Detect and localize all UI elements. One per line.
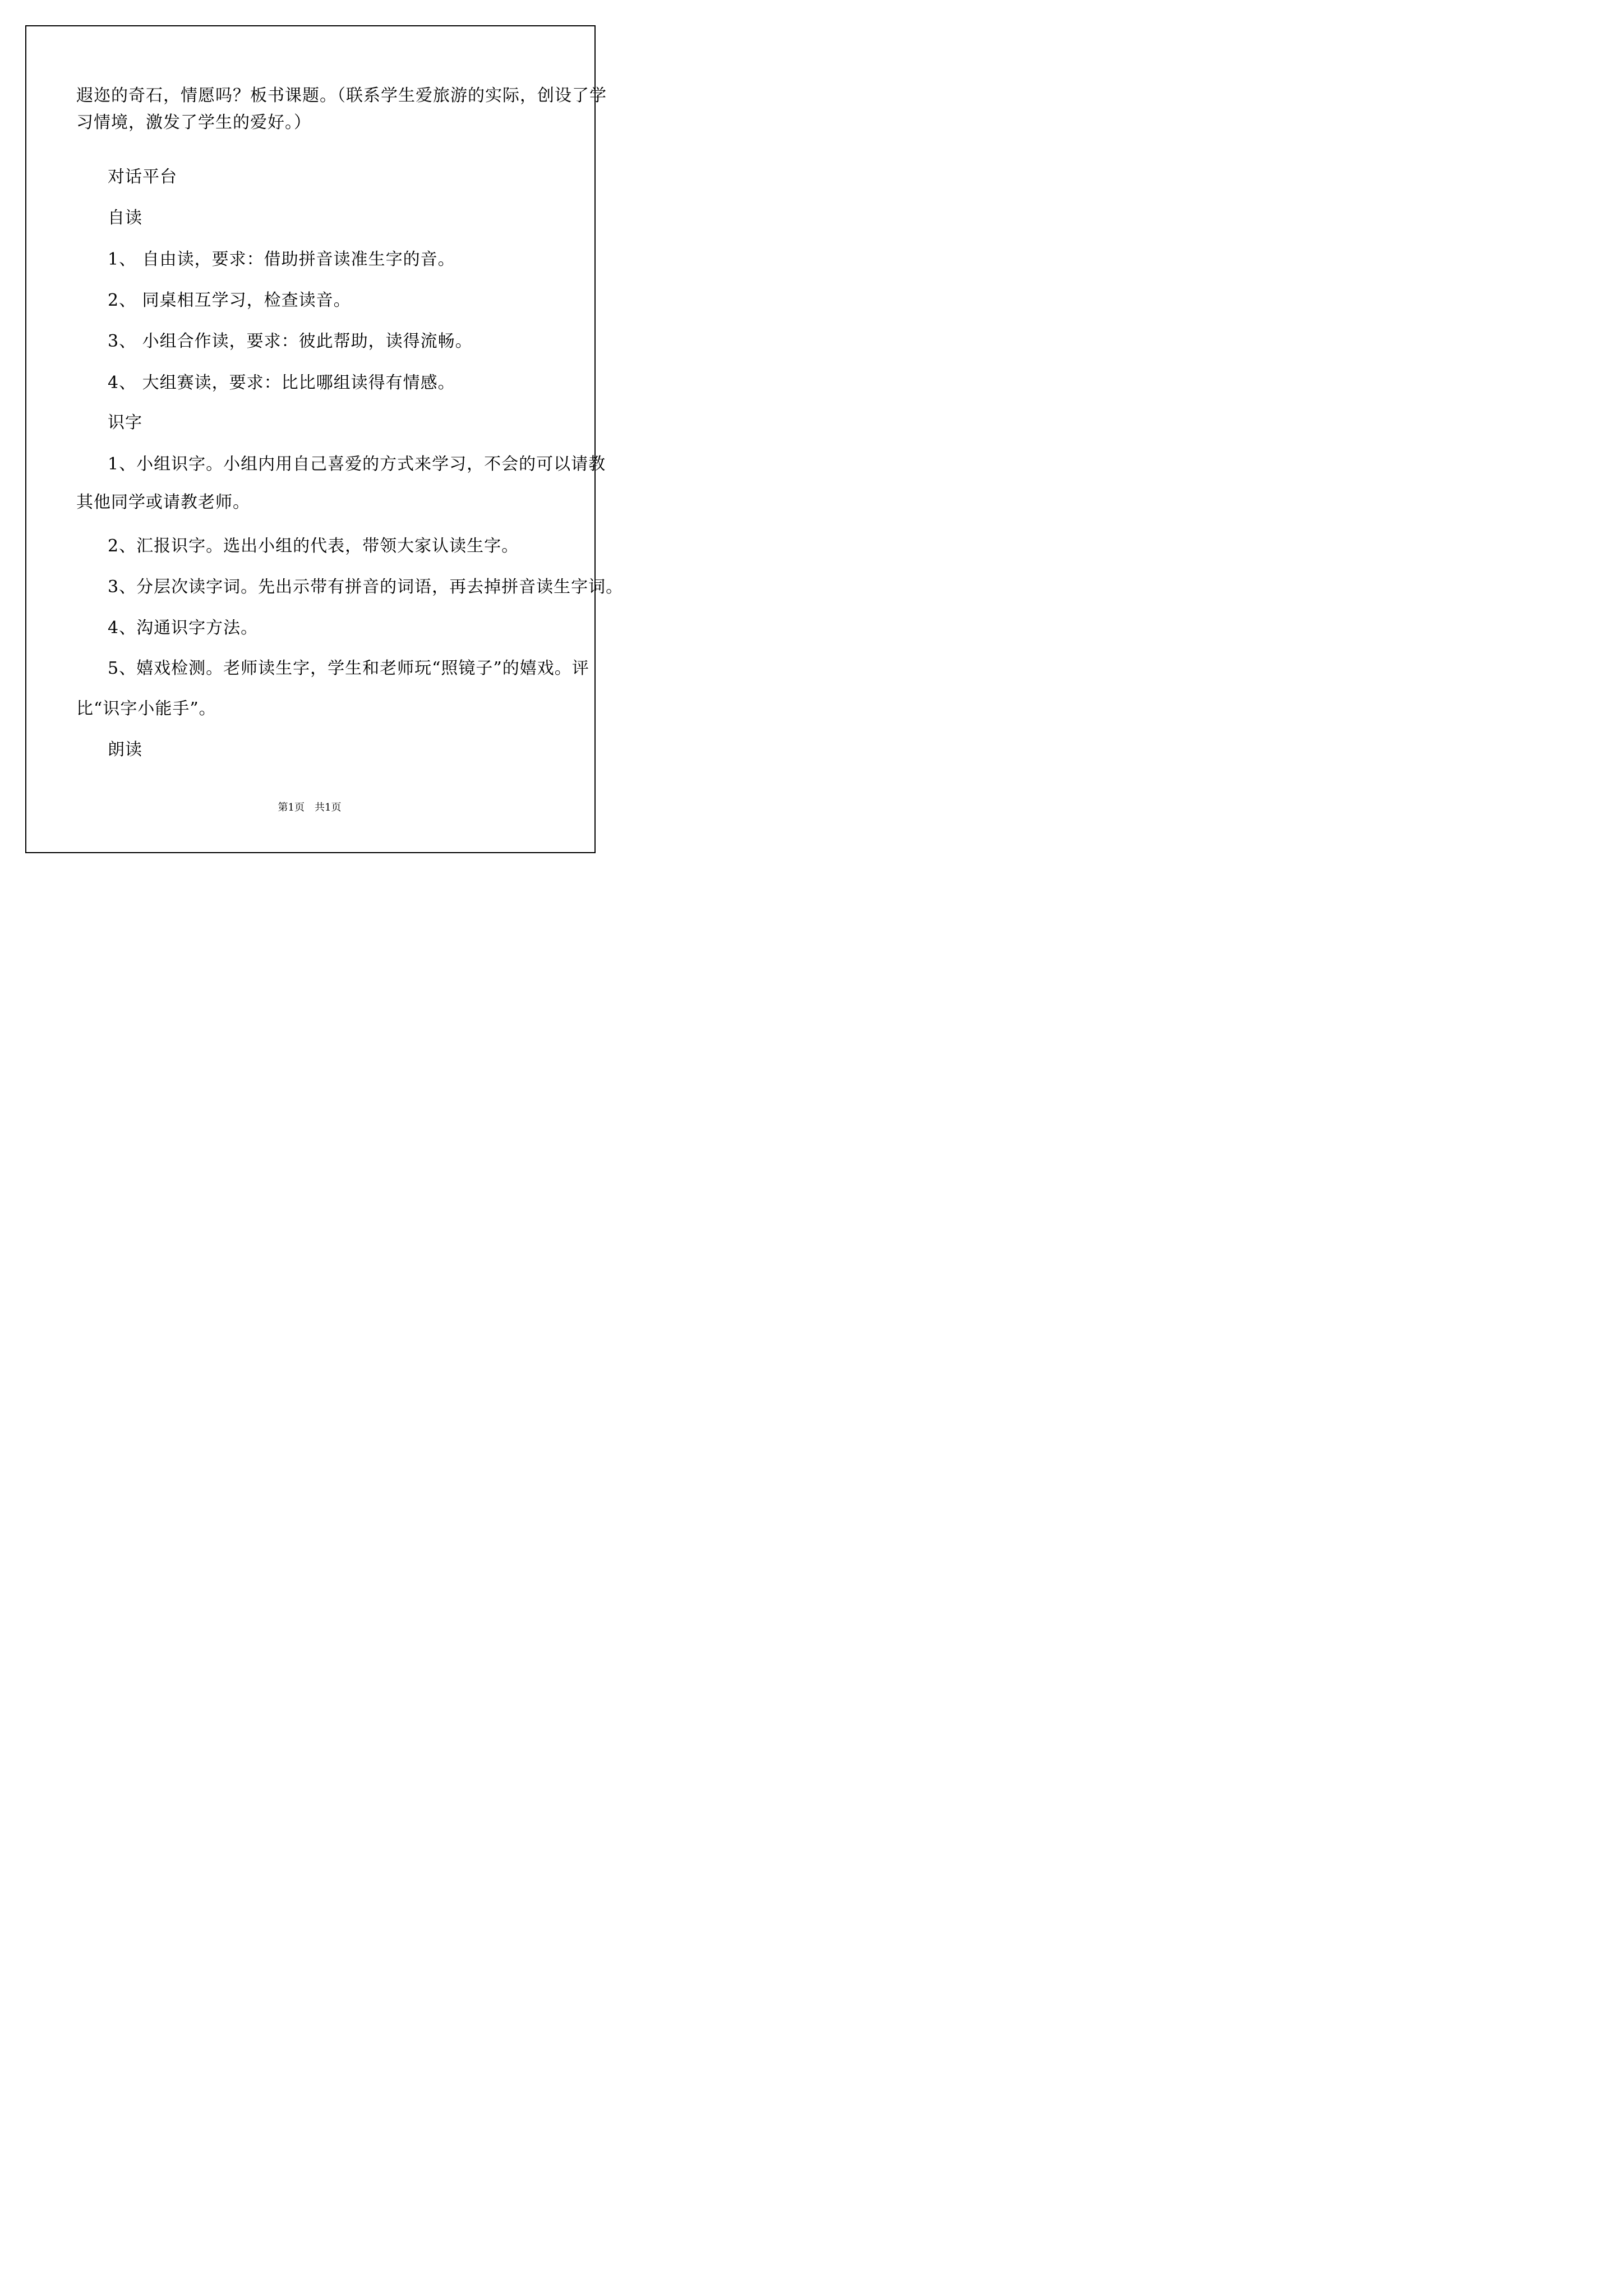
list-item-self-reading-2: 2、 同桌相互学习，检查读音。 bbox=[108, 291, 351, 310]
list-item-literacy-1-line-1: 1、小组识字。小组内用自己喜爱的方式来学习，不会的可以请教 bbox=[108, 454, 606, 474]
list-item-literacy-5-line-1: 5、嬉戏检测。老师读生字，学生和老师玩“照镜子”的嬉戏。评 bbox=[108, 659, 589, 678]
list-item-self-reading-4: 4、 大组赛读，要求：比比哪组读得有情感。 bbox=[108, 373, 455, 393]
list-item-literacy-2: 2、汇报识字。选出小组的代表，带领大家认读生字。 bbox=[108, 536, 519, 556]
heading-literacy: 识字 bbox=[108, 413, 142, 432]
list-item-self-reading-1: 1、 自由读，要求：借助拼音读准生字的音。 bbox=[108, 250, 455, 269]
heading-reading-aloud: 朗读 bbox=[108, 740, 142, 760]
list-item-literacy-1-line-2: 其他同学或请教老师。 bbox=[76, 493, 250, 512]
list-item-self-reading-3: 3、 小组合作读，要求：彼此帮助，读得流畅。 bbox=[108, 332, 473, 351]
list-item-literacy-4: 4、沟通识字方法。 bbox=[108, 618, 259, 638]
page-number-footer: 第1页 共1页 bbox=[278, 802, 342, 813]
paragraph-1-line-1: 遐迩的奇石，情愿吗？板书课题。（联系学生爱旅游的实际，创设了学 bbox=[76, 86, 607, 105]
heading-self-reading: 自读 bbox=[108, 208, 142, 228]
paragraph-1-line-2: 习情境，激发了学生的爱好。） bbox=[76, 113, 311, 132]
page-border bbox=[25, 25, 596, 853]
list-item-literacy-5-line-2: 比“识字小能手”。 bbox=[76, 699, 216, 719]
list-item-literacy-3: 3、分层次读字词。先出示带有拼音的词语，再去掉拼音读生字词。 bbox=[108, 577, 624, 597]
heading-dialogue-platform: 对话平台 bbox=[108, 167, 177, 187]
